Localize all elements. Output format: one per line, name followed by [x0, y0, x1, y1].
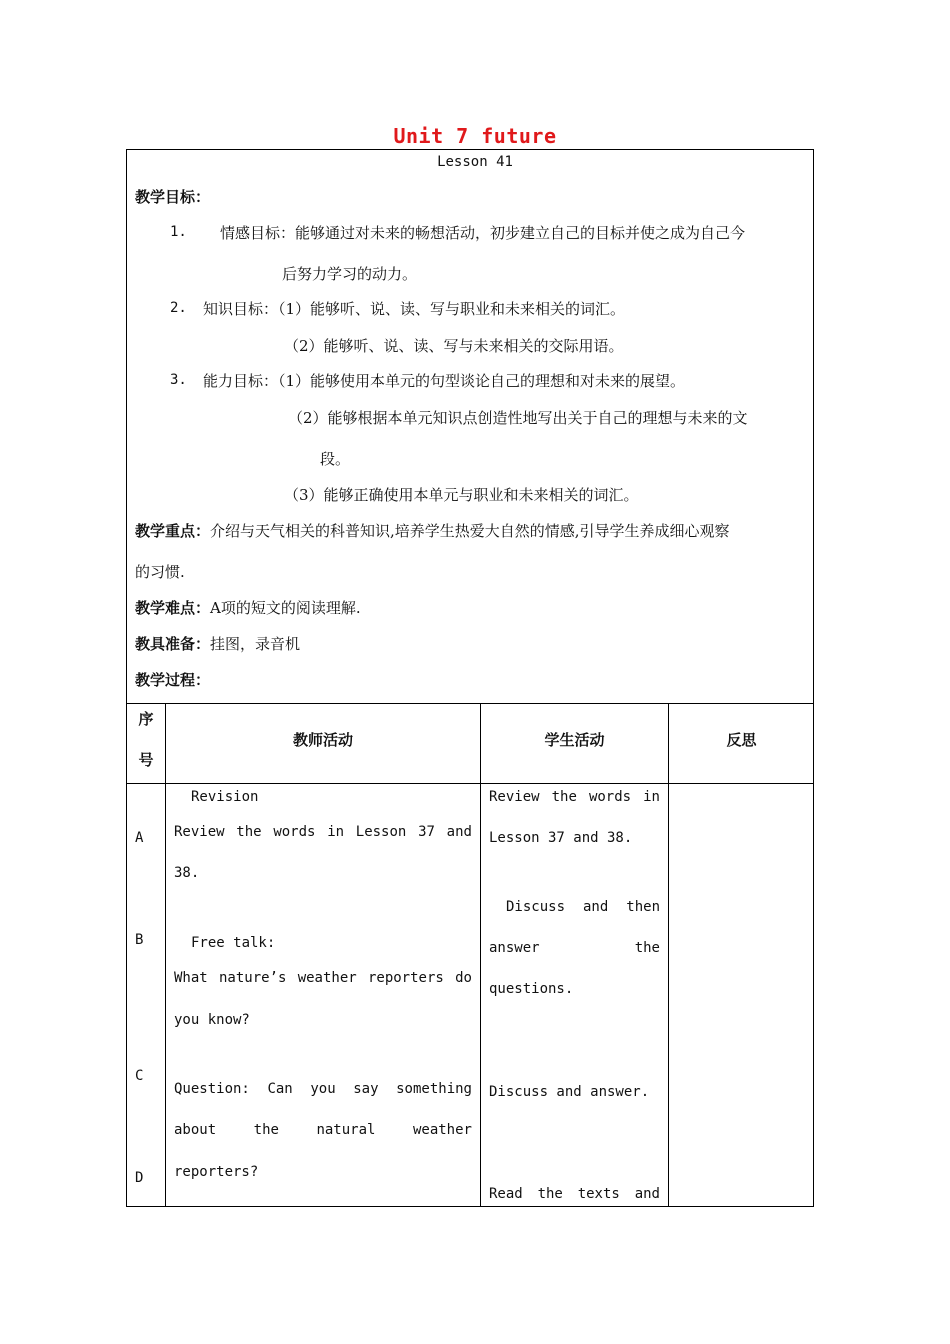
- materials-text: 挂图，录音机: [210, 635, 301, 653]
- lesson-heading: Lesson 41: [437, 154, 513, 170]
- word: the: [236, 824, 262, 840]
- difficulty: [135, 597, 361, 618]
- word: weather: [412, 1122, 472, 1138]
- word: Review: [174, 824, 225, 840]
- student-a-line1: [489, 789, 660, 805]
- student-b-line2: [489, 940, 660, 956]
- table-divider-3: [668, 703, 669, 1207]
- word: Review: [489, 789, 540, 805]
- objective-3-line3: 段。: [320, 450, 351, 468]
- difficulty-text: A项的短文的阅读理解.: [210, 599, 361, 617]
- word: Discuss: [506, 899, 566, 915]
- student-c-line1: Discuss and answer.: [489, 1084, 650, 1100]
- word: nature’s: [218, 970, 287, 986]
- objective-1-line2: 后努力学习的动力。: [282, 265, 418, 283]
- teacher-c-line1: [174, 1081, 472, 1097]
- student-d-line1: [489, 1186, 660, 1202]
- objective-2-line2: （2）能够听、说、读、写与未来相关的交际用语。: [284, 337, 624, 355]
- objective-3-line1: 能力目标：（1）能够使用本单元的句型谈论自己的理想和对未来的展望。: [203, 372, 686, 390]
- teacher-a-line1: [174, 824, 472, 840]
- objective-3-line4: （3）能够正确使用本单元与职业和未来相关的词汇。: [284, 486, 639, 504]
- teacher-b-title: Free talk:: [191, 935, 276, 951]
- difficulty-label: 教学难点：: [135, 599, 211, 617]
- word: Can: [267, 1081, 293, 1097]
- student-a-line2: Lesson 37 and 38.: [489, 830, 633, 846]
- word: reporters: [367, 970, 444, 986]
- table-divider-1: [165, 703, 166, 1207]
- teacher-a-title: Revision: [191, 789, 259, 805]
- student-b-line1: [506, 899, 660, 915]
- word: words: [588, 789, 632, 805]
- objective-3-line2: （2）能够根据本单元知识点创造性地写出关于自己的理想与未来的文: [288, 409, 748, 427]
- word: and: [446, 824, 472, 840]
- header-seq-top: 序: [138, 710, 154, 728]
- word: then: [626, 899, 660, 915]
- word: in: [643, 789, 660, 805]
- teacher-b-line2: you know?: [174, 1012, 250, 1028]
- teacher-c-line2: [174, 1122, 472, 1138]
- table-top-border: [126, 703, 814, 704]
- word: something: [396, 1081, 472, 1097]
- key-points-text: 介绍与天气相关的科普知识,培养学生热爱大自然的情感,引导学生养成细心观察: [210, 522, 730, 540]
- word: 37: [418, 824, 435, 840]
- student-b-line3: questions.: [489, 981, 574, 997]
- step-a: A: [135, 830, 144, 846]
- word: and: [634, 1186, 660, 1202]
- word: What: [174, 970, 208, 986]
- word: and: [583, 899, 609, 915]
- word: the: [253, 1122, 279, 1138]
- teacher-b-line1: [174, 970, 472, 986]
- objectives-label: 教学目标：: [135, 188, 211, 206]
- word: words: [273, 824, 316, 840]
- word: about: [174, 1122, 217, 1138]
- word: do: [455, 970, 472, 986]
- word: the: [551, 789, 577, 805]
- step-b: B: [135, 932, 144, 948]
- word: answer: [489, 940, 540, 956]
- step-d: D: [135, 1170, 144, 1186]
- word: you: [310, 1081, 336, 1097]
- word: the: [537, 1186, 563, 1202]
- header-student-activity: 学生活动: [544, 731, 605, 749]
- word: natural: [316, 1122, 376, 1138]
- objective-2-number: 2.: [170, 300, 187, 316]
- word: Lesson: [355, 824, 407, 840]
- process-label: 教学过程：: [135, 671, 211, 689]
- word: Read: [489, 1186, 523, 1202]
- teacher-c-line3: reporters?: [174, 1164, 259, 1180]
- materials: [135, 633, 300, 654]
- materials-label: 教具准备：: [135, 635, 211, 653]
- objective-1-number: 1.: [170, 224, 187, 240]
- word: in: [327, 824, 345, 840]
- objective-1-line1: 情感目标：能够通过对未来的畅想活动，初步建立自己的目标并使之成为自己今: [220, 224, 746, 242]
- objective-3-number: 3.: [170, 372, 187, 388]
- teacher-a-line2: 38.: [174, 865, 200, 881]
- header-teacher-activity: 教师活动: [292, 731, 353, 749]
- key-points-line2: 的习惯.: [135, 563, 185, 581]
- word: texts: [577, 1186, 620, 1202]
- header-seq-bottom: 号: [138, 751, 154, 769]
- word: the: [634, 940, 660, 956]
- word: weather: [297, 970, 357, 986]
- key-points-label: 教学重点：: [135, 522, 211, 540]
- objective-2-line1: 知识目标：（1）能够听、说、读、写与职业和未来相关的词汇。: [203, 300, 626, 318]
- step-c: C: [135, 1068, 144, 1084]
- key-points: [135, 520, 730, 541]
- table-header-border: [126, 783, 814, 784]
- page-title: Unit 7 future: [393, 124, 557, 148]
- header-reflection: 反思: [726, 731, 757, 749]
- word: Question:: [174, 1081, 250, 1097]
- table-divider-2: [480, 703, 481, 1207]
- word: say: [353, 1081, 379, 1097]
